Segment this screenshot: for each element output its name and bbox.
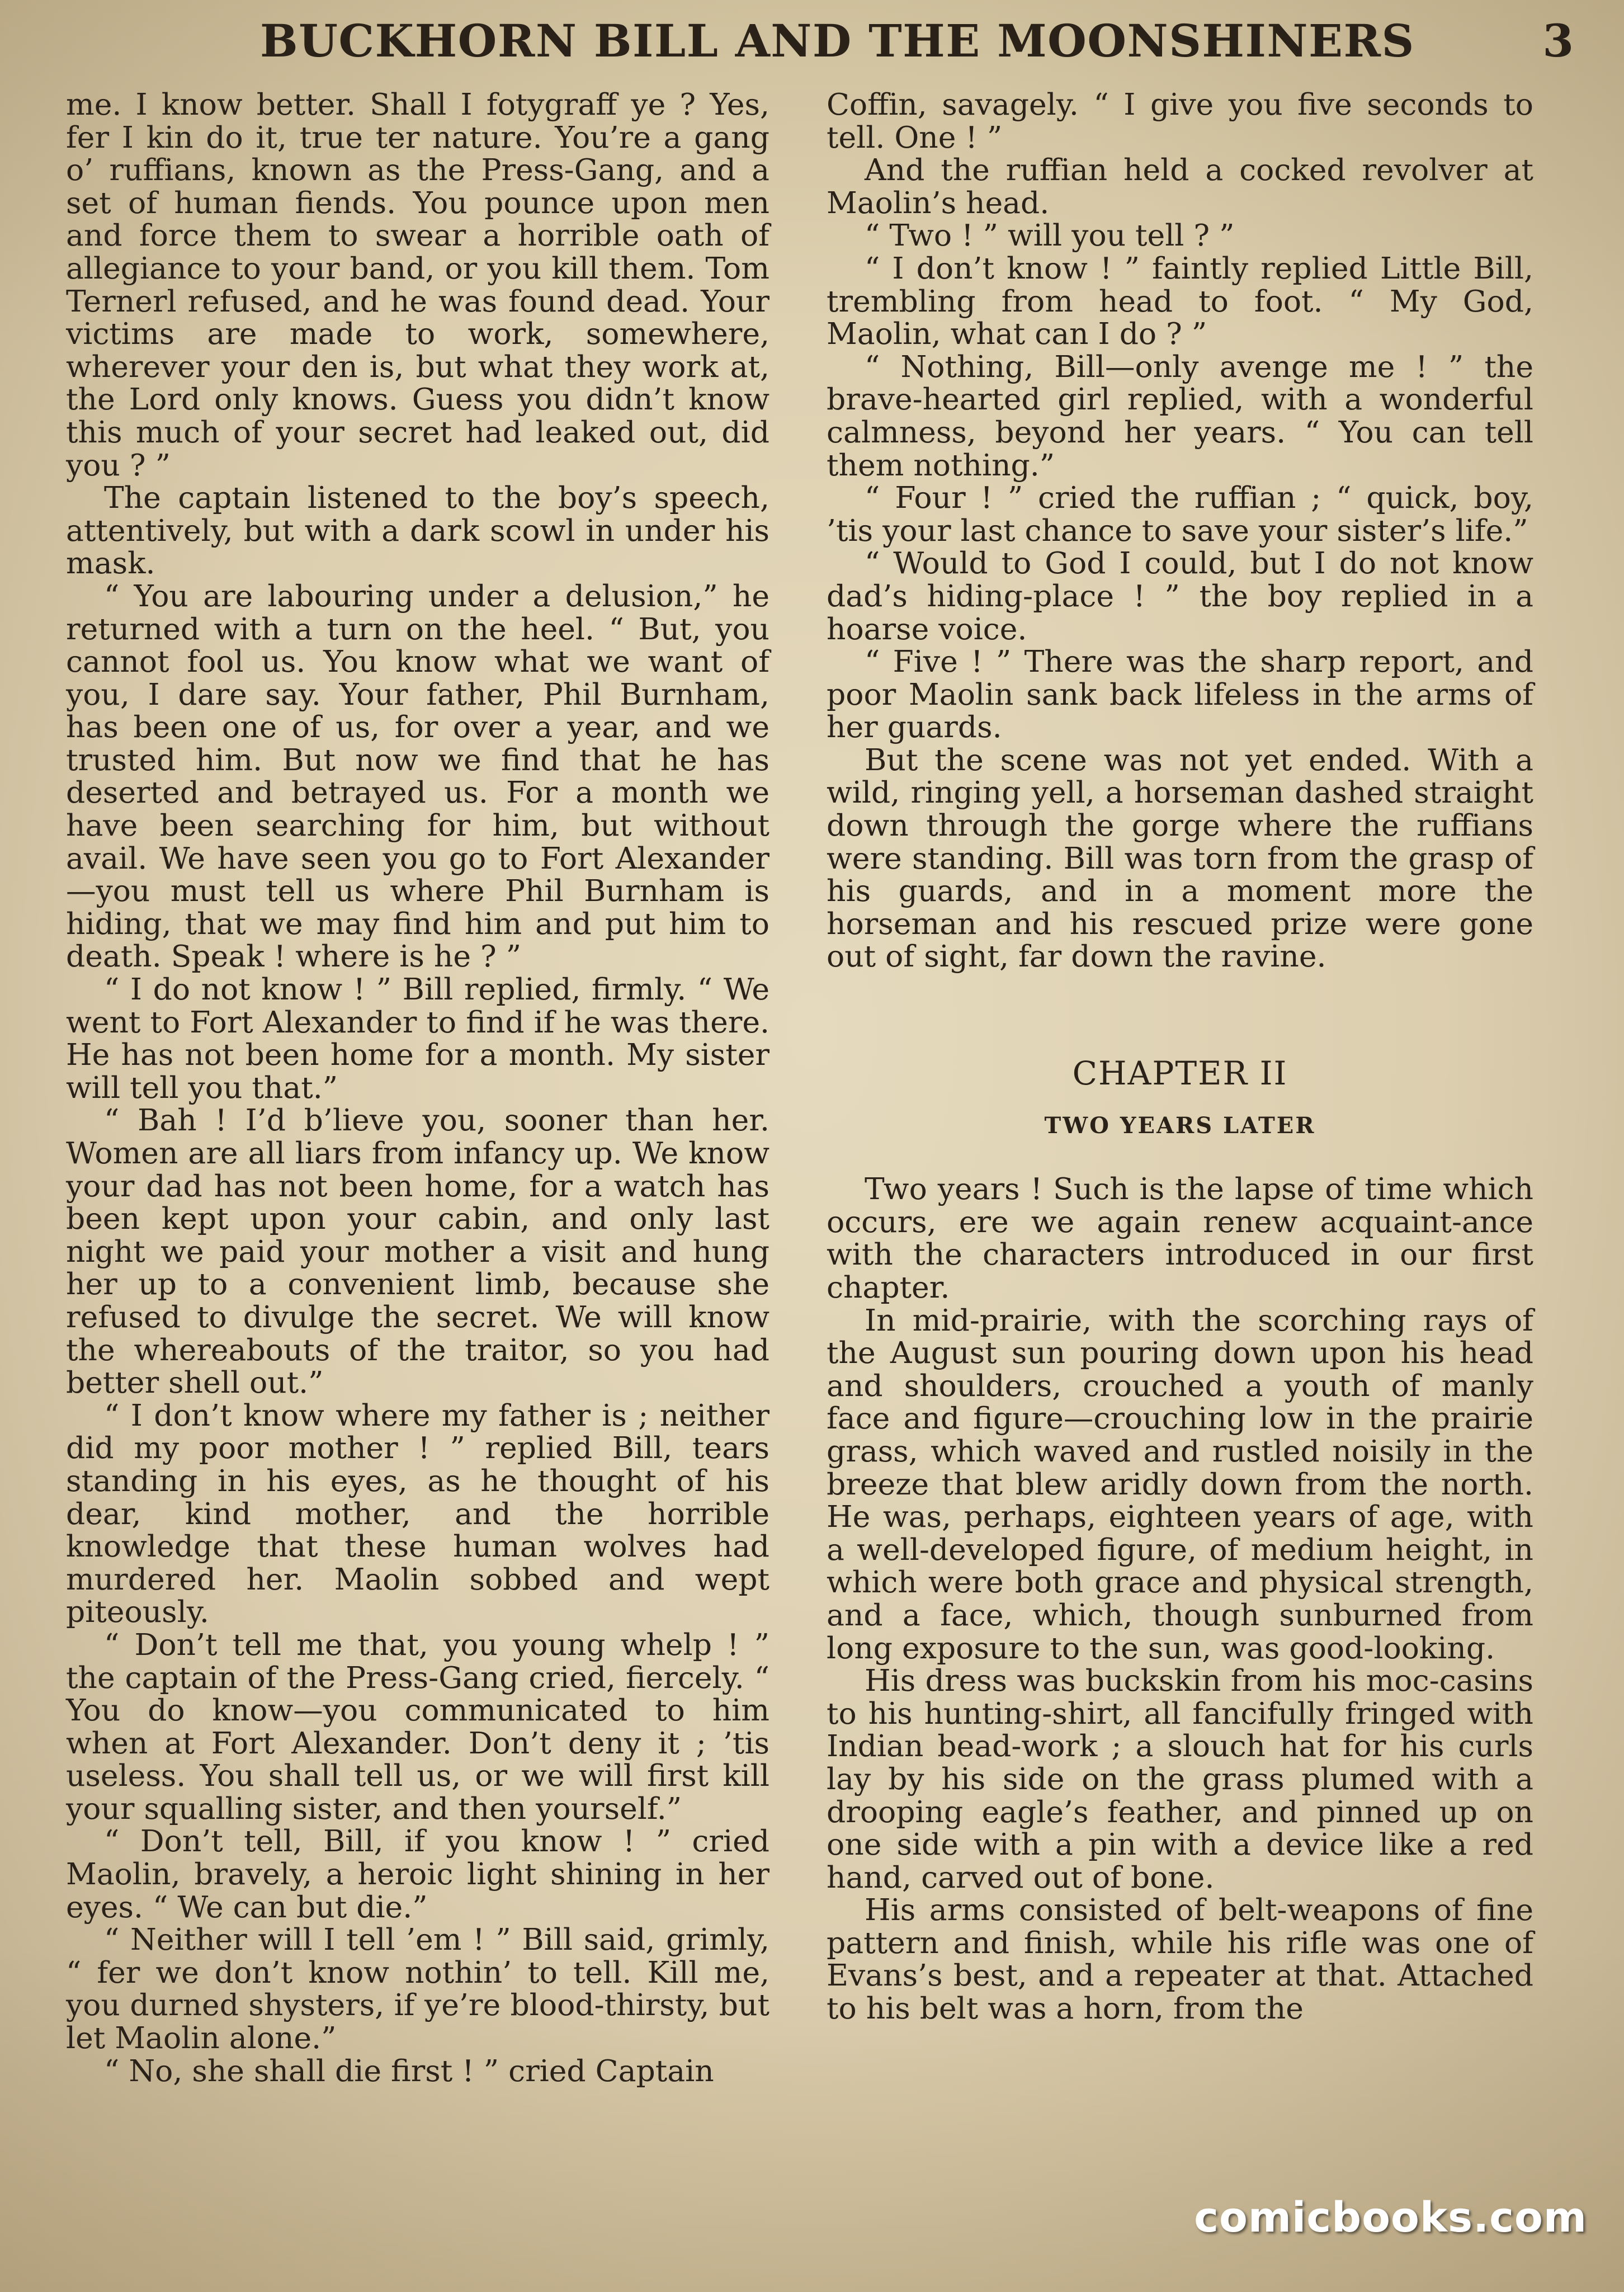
chapter-subtitle: TWO YEARS LATER [1044, 1112, 1316, 1139]
page-number: 3 [1542, 15, 1574, 67]
right-column [827, 88, 1533, 2025]
chapter-title: CHAPTER II [1072, 1054, 1288, 1093]
paragraph: “ Neither will I tell ’em ! ” Bill said, grimly, “ fer we don’t know nothin’ to tell. Kill me, you durned shysters, if ye’re blood-thirsty, but let Maolin alone.” [66, 1922, 769, 2056]
paragraph: “ Don’t tell me that, you young whelp ! ” the captain of the Press-Gang cried, fiercely. “ You do know—you communicated to him when at Fort Alexander. Don’t deny it ; ’tis useless. You shall tell us, or we will first kill your squalling sister, and then yourself.” [66, 1626, 769, 1826]
paragraph: His arms consisted of belt-weapons of fine pattern and finish, while his rifle was one of Evans’s best, and a repeater at that. Attached to his belt was a horn, from the [827, 1892, 1533, 2026]
paragraph: “ Two ! ” will you tell ? ” [865, 218, 1235, 253]
paragraph: In mid-prairie, with the scorching rays of the August sun pouring down upon his head and shoulders, crouched a youth of manly face and figure—crouching low in the prairie grass, which waved and rustled noisily in the breeze that blew aridly down from the north. He was, perhaps, eighteen years of age, with a well-developed figure, of medium height, in which were both grace and physical strength, and a face, which, though sunburned from long exposure to the sun, was good-looking. [827, 1302, 1533, 1666]
paragraph: “ Four ! ” cried the ruffian ; “ quick, boy, ’tis your last chance to save your sister’s life.” [827, 480, 1533, 548]
left-column [66, 88, 769, 2087]
paragraph: His dress was buckskin from his moc-casins to his hunting-shirt, all fancifully fringed with Indian bead-work ; a slouch hat for his curls lay by his side on the grass plumed with a drooping eagle’s feather, and pinned up on one side with a pin with a device like a red hand, carved out of bone. [827, 1663, 1533, 1895]
paragraph: But the scene was not yet ended. With a wild, ringing yell, a horseman dashed straight down through the gorge where the ruffians were standing. Bill was torn from the grasp of his guards, and in a moment more the horseman and his rescued prize were gone out of sight, far down the ravine. [827, 742, 1533, 974]
paragraph: “ You are labouring under a delusion,” he returned with a turn on the heel. “ But, you cannot fool us. You know what we want of you, I dare say. Your father, Phil Burnham, has been one of us, for over a year, and we trusted him. But now we find that he has deserted and betrayed us. For a month we have been searching for him, but without avail. We have seen you go to Fort Alexander—you must tell us where Phil Burnham is hiding, that we may find him and put him to death. Speak ! where is he ? ” [66, 578, 769, 974]
paragraph: me. I know better. Shall I fotygraff ye ? Yes, fer I kin do it, true ter nature. You’re a gang o’ ruffians, known as the Press-Gang, and a set of human fiends. You pounce upon men and force them to swear a horrible oath of allegiance to your band, or you kill them. Tom Ternerl refused, and he was found dead. Your victims are made to work, somewhere, wherever your den is, but what they work at, the Lord only knows. Guess you didn’t know this much of your secret had leaked out, did you ? ” [66, 87, 769, 483]
paragraph: “ I do not know ! ” Bill replied, firmly. “ We went to Fort Alexander to find if he was there. He has not been home for a month. My sister will tell you that.” [66, 971, 769, 1105]
paragraph: “ I don’t know where my father is ; neither did my poor mother ! ” replied Bill, tears standing in his eyes, as he thought of his dear, kind mother, and the horrible knowledge that these human wolves had murdered her. Maolin sobbed and wept piteously. [66, 1397, 769, 1630]
running-title: BUCKHORN BILL AND THE MOONSHINERS [260, 15, 1415, 67]
paragraph: “ I don’t know ! ” faintly replied Little Bill, trembling from head to foot. “ My God, Maolin, what can I do ? ” [827, 250, 1533, 352]
paragraph: “ Bah ! I’d b’lieve you, sooner than her. Women are all liars from infancy up. We know your dad has not been home, for a watch has been kept upon your cabin, and only last night we paid your mother a visit and hung her up to a convenient limb, because she refused to divulge the secret. We will know the whereabouts of the traitor, so you had better shell out.” [66, 1102, 769, 1400]
paragraph: Two years ! Such is the lapse of time which occurs, ere we again renew acquaint-ance with the characters introduced in our first chapter. [827, 1171, 1533, 1305]
paragraph: “ No, she shall die first ! ” cried Captain [104, 2053, 714, 2088]
paragraph: “ Five ! ” There was the sharp report, and poor Maolin sank back lifeless in the arms of her guards. [827, 644, 1533, 745]
paragraph: The captain listened to the boy’s speech, attentively, but with a dark scowl in under his mask. [66, 480, 769, 581]
page-header [62, 10, 1574, 77]
paragraph: “ Nothing, Bill—only avenge me ! ” the brave-hearted girl replied, with a wonderful calmness, beyond her years. “ You can tell them nothing.” [827, 348, 1533, 483]
paragraph: And the ruffian held a cocked revolver at Maolin’s head. [827, 152, 1533, 220]
watermark: comicbooks.com [1194, 2194, 1587, 2242]
paragraph: Coffin, savagely. “ I give you five seconds to tell. One ! ” [827, 87, 1533, 155]
paragraph: “ Don’t tell, Bill, if you know ! ” cried Maolin, bravely, a heroic light shining in her eyes. “ We can but die.” [66, 1823, 769, 1925]
paragraph: “ Would to God I could, but I do not know dad’s hiding-place ! ” the boy replied in a hoarse voice. [827, 545, 1533, 647]
